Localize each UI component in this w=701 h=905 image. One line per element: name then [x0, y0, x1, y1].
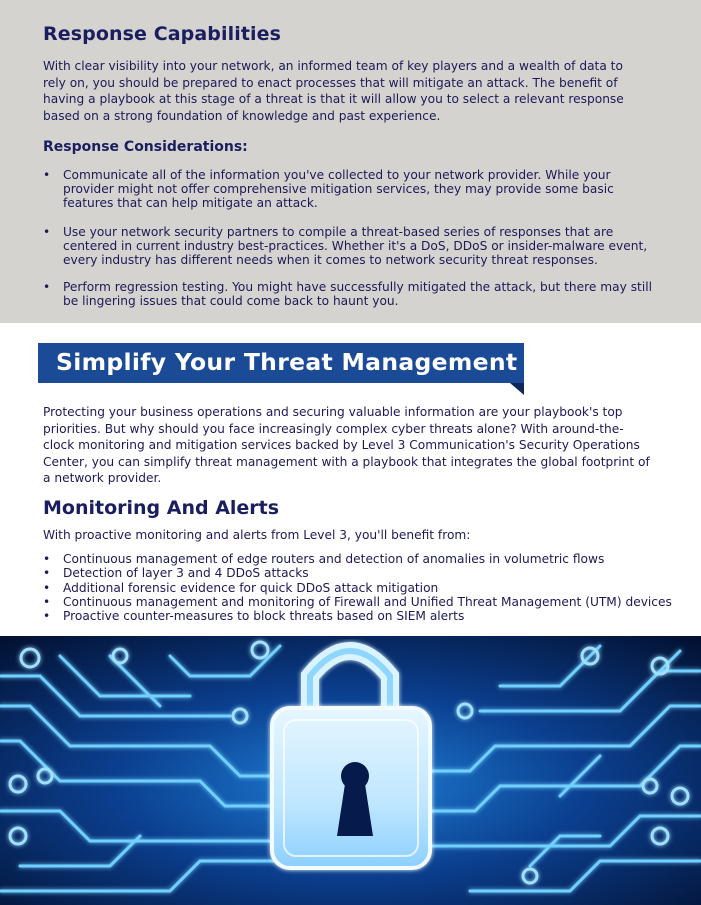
bullet-icon: •	[43, 168, 51, 182]
list-item	[43, 225, 663, 268]
bullet-icon: •	[43, 552, 51, 566]
bullet-icon: •	[43, 609, 51, 624]
list-item	[43, 552, 693, 566]
bullet-icon: •	[43, 594, 51, 609]
bullet-icon: •	[43, 580, 51, 595]
list-item	[43, 566, 693, 580]
padlock-circuit-icon	[0, 636, 701, 905]
list-item-text: Proactive counter-measures to block threats based on SIEM alerts	[63, 609, 465, 624]
list-item-text: Perform regression testing. You might have successfully mitigated the attack, but there may still be lingering issues that could come back to haunt you.	[63, 280, 652, 309]
list-item	[43, 609, 693, 623]
list-item-text: Continuous management of edge routers and detection of anomalies in volumetric flows	[63, 552, 605, 566]
simplify-banner	[38, 343, 524, 383]
response-considerations-heading: Response Considerations:	[43, 139, 248, 155]
list-item-text: Continuous management and monitoring of Firewall and Unified Threat Management (UTM) devices	[63, 594, 672, 609]
bullet-icon: •	[43, 280, 51, 294]
list-item-text: Detection of layer 3 and 4 DDoS attacks	[63, 566, 309, 581]
bullet-icon: •	[43, 225, 51, 239]
response-capabilities-heading: Response Capabilities	[43, 23, 282, 45]
list-item	[43, 280, 663, 308]
monitoring-list	[43, 552, 693, 623]
response-section	[0, 0, 701, 323]
list-item	[43, 581, 693, 595]
response-capabilities-paragraph: With clear visibility into your network, an informed team of key players and a wealth of data to rely on, you should be prepared to enact processes that will mitigate an attack. The benefit of having a playbook at this stage of a threat is that it will allow you to select a relevant response based on a strong foundation of knowledge and past experience.	[43, 59, 624, 123]
simplify-banner-title: Simplify Your Threat Management	[56, 348, 518, 376]
list-item-text: Additional forensic evidence for quick DDoS attack mitigation	[63, 580, 439, 595]
padlock-circuit-image	[0, 636, 701, 905]
list-item	[43, 595, 693, 609]
monitoring-intro: With proactive monitoring and alerts from Level 3, you'll benefit from:	[43, 528, 471, 542]
list-item-text: Use your network security partners to compile a threat-based series of responses that are centered in current industry best-practices. Whether it's a DoS, DDoS or insider-malware event, every industry has different needs when it comes to network security threat responses.	[63, 225, 648, 268]
banner-fold	[510, 383, 524, 395]
list-item	[43, 168, 663, 211]
monitoring-heading: Monitoring And Alerts	[43, 497, 280, 519]
simplify-paragraph: Protecting your business operations and securing valuable information are your playbook's top priorities. But why should you face increasingly complex cyber threats alone? With around-the-clock monitoring and mitigation services backed by Level 3 Communication's Security Operations Center, you can simplify threat management with a playbook that integrates the global footprint of a network provider.	[43, 405, 650, 485]
list-item-text: Communicate all of the information you've collected to your network provider. While your provider might not offer comprehensive mitigation services, they may provide some basic features that can help mitigate an attack.	[63, 168, 614, 211]
bullet-icon: •	[43, 566, 51, 581]
